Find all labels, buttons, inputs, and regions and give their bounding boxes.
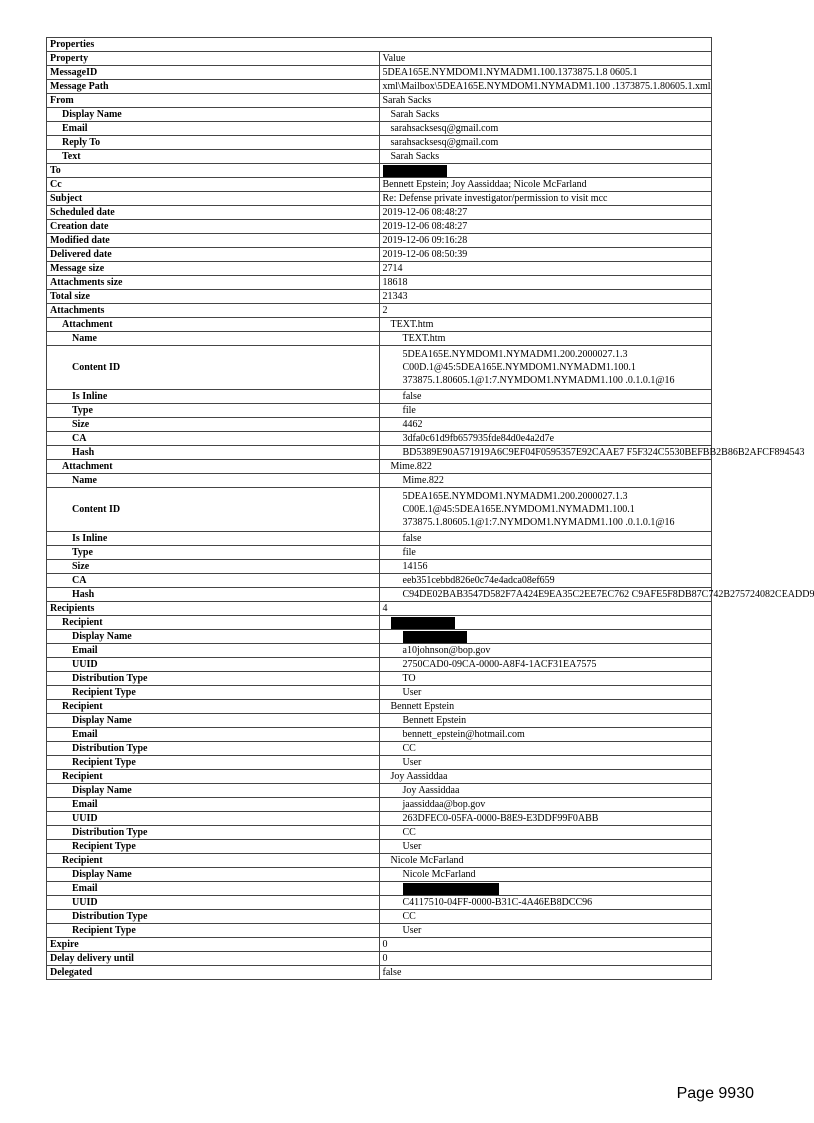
property-name: CA (47, 574, 380, 588)
table-row (47, 588, 712, 602)
property-value: Mime.822 (379, 474, 712, 488)
property-name: From (47, 94, 380, 108)
property-value: false (379, 532, 712, 546)
table-row (47, 108, 712, 122)
table-row (47, 206, 712, 220)
property-name: Delay delivery until (47, 952, 380, 966)
table-row (47, 602, 712, 616)
property-value: 21343 (379, 290, 712, 304)
table-row (47, 66, 712, 80)
table-row (47, 910, 712, 924)
table-row (47, 924, 712, 938)
property-value (379, 346, 712, 390)
page-number: Page 9930 (676, 1085, 754, 1102)
property-value (379, 882, 712, 896)
table-row (47, 532, 712, 546)
property-name: Hash (47, 588, 380, 602)
table-row (47, 686, 712, 700)
property-value: 3dfa0c61d9fb657935fde84d0e4a2d7e (379, 432, 712, 446)
property-name: Display Name (47, 868, 380, 882)
property-name: Attachment (47, 460, 380, 474)
table-row (47, 742, 712, 756)
table-header-row (47, 52, 712, 66)
property-name: Message Path (47, 80, 380, 94)
property-value: 4462 (379, 418, 712, 432)
property-value: User (379, 686, 712, 700)
content-id-line: 5DEA165E.NYMDOM1.NYMADM1.200.2000027.1.3 (402, 349, 628, 360)
property-value: 5DEA165E.NYMDOM1.NYMADM1.100.1373875.1.8 0605.1 (379, 66, 712, 80)
content-id-line: C00D.1@45:5DEA165E.NYMDOM1.NYMADM1.100.1 (402, 362, 636, 373)
table-row (47, 290, 712, 304)
table-row (47, 276, 712, 290)
property-value: false (379, 390, 712, 404)
property-name: Recipient Type (47, 924, 380, 938)
redaction-bar (383, 165, 447, 177)
property-value (379, 488, 712, 532)
table-row (47, 346, 712, 390)
property-value: 2019-12-06 08:48:27 (379, 206, 712, 220)
content-id-line: 373875.1.80605.1@1:7.NYMDOM1.NYMADM1.100 .0.1.0.1@16 (402, 517, 675, 528)
property-name: Type (47, 546, 380, 560)
content-id-line: C00E.1@45:5DEA165E.NYMDOM1.NYMADM1.100.1 (402, 504, 635, 515)
property-name: Recipient (47, 770, 380, 784)
property-name: CA (47, 432, 380, 446)
property-name: Recipient Type (47, 756, 380, 770)
property-name: Attachments size (47, 276, 380, 290)
table-row (47, 234, 712, 248)
property-value: 2019-12-06 08:48:27 (379, 220, 712, 234)
property-name: Property (47, 52, 380, 66)
property-name: Content ID (47, 488, 380, 532)
property-value: Bennett Epstein (379, 714, 712, 728)
content-id-line: 5DEA165E.NYMDOM1.NYMADM1.200.2000027.1.3 (402, 491, 628, 502)
table-row (47, 150, 712, 164)
property-value (379, 616, 712, 630)
property-value: CC (379, 742, 712, 756)
property-name: Type (47, 404, 380, 418)
property-value: CC (379, 910, 712, 924)
property-value: 14156 (379, 560, 712, 574)
property-name: Display Name (47, 630, 380, 644)
property-name: Display Name (47, 784, 380, 798)
property-value: sarahsacksesq@gmail.com (379, 122, 712, 136)
table-row (47, 938, 712, 952)
property-value: 2714 (379, 262, 712, 276)
property-name: UUID (47, 658, 380, 672)
property-value: Joy Aassiddaa (379, 770, 712, 784)
property-name: Recipient Type (47, 686, 380, 700)
property-name: Recipient (47, 854, 380, 868)
property-value: 4 (379, 602, 712, 616)
table-row (47, 644, 712, 658)
property-name: Distribution Type (47, 910, 380, 924)
property-value: TEXT.htm (379, 332, 712, 346)
property-name: Email (47, 798, 380, 812)
table-row (47, 80, 712, 94)
table-row (47, 460, 712, 474)
property-name: Creation date (47, 220, 380, 234)
property-value: Mime.822 (379, 460, 712, 474)
table-row (47, 784, 712, 798)
property-name: Attachment (47, 318, 380, 332)
property-value: file (379, 404, 712, 418)
property-value: 0 (379, 952, 712, 966)
property-value: CC (379, 826, 712, 840)
property-name: UUID (47, 896, 380, 910)
table-row (47, 868, 712, 882)
property-value (379, 630, 712, 644)
property-name: Reply To (47, 136, 380, 150)
property-value: 2019-12-06 09:16:28 (379, 234, 712, 248)
property-name: Distribution Type (47, 826, 380, 840)
table-row (47, 332, 712, 346)
table-row (47, 178, 712, 192)
property-value: false (379, 966, 712, 980)
property-name: Subject (47, 192, 380, 206)
property-name: Size (47, 418, 380, 432)
property-value: 2019-12-06 08:50:39 (379, 248, 712, 262)
table-row (47, 248, 712, 262)
property-value: TEXT.htm (379, 318, 712, 332)
redaction-bar (403, 883, 499, 895)
property-value: Nicole McFarland (379, 854, 712, 868)
property-value: bennett_epstein@hotmail.com (379, 728, 712, 742)
property-value: BD5389E90A571919A6C9EF04F0595357E92CAAE7 F5F324C5530BEFBB2B86B2AFCF894543 (379, 446, 712, 460)
table-row (47, 560, 712, 574)
table-row (47, 826, 712, 840)
property-value: 0 (379, 938, 712, 952)
property-value: eeb351cebbd826e0c74e4adca08ef659 (379, 574, 712, 588)
property-value: Bennett Epstein; Joy Aassiddaa; Nicole McFarland (379, 178, 712, 192)
table-row (47, 798, 712, 812)
property-value: 263DFEC0-05FA-0000-B8E9-E3DDF99F0ABB (379, 812, 712, 826)
table-row (47, 728, 712, 742)
table-row (47, 854, 712, 868)
table-row (47, 94, 712, 108)
property-name: Content ID (47, 346, 380, 390)
property-value: Bennett Epstein (379, 700, 712, 714)
table-row (47, 418, 712, 432)
property-name: Total size (47, 290, 380, 304)
property-name: MessageID (47, 66, 380, 80)
property-name: Hash (47, 446, 380, 460)
table-row (47, 574, 712, 588)
table-row (47, 546, 712, 560)
property-value: jaassiddaa@bop.gov (379, 798, 712, 812)
table-row (47, 756, 712, 770)
property-value: User (379, 924, 712, 938)
property-value: C4117510-04FF-0000-B31C-4A46EB8DCC96 (379, 896, 712, 910)
table-row (47, 446, 712, 460)
property-name: Is Inline (47, 532, 380, 546)
property-name: Size (47, 560, 380, 574)
property-value: C94DE02BAB3547D582F7A424E9EA35C2EE7EC762 C9AFE5F8DB87C742B275724082CEADD9 (379, 588, 712, 602)
property-name: Email (47, 122, 380, 136)
table-row (47, 432, 712, 446)
table-title: Properties (47, 38, 712, 52)
property-value: file (379, 546, 712, 560)
table-row (47, 714, 712, 728)
property-name: Distribution Type (47, 672, 380, 686)
property-name: Cc (47, 178, 380, 192)
property-name: Distribution Type (47, 742, 380, 756)
properties-table-body (47, 38, 814, 980)
property-value: Nicole McFarland (379, 868, 712, 882)
property-name: Attachments (47, 304, 380, 318)
table-row (47, 672, 712, 686)
table-row (47, 122, 712, 136)
table-row (47, 304, 712, 318)
property-name: Delegated (47, 966, 380, 980)
property-name: Name (47, 474, 380, 488)
table-row (47, 658, 712, 672)
property-name: Is Inline (47, 390, 380, 404)
table-title-row (47, 38, 712, 52)
table-row (47, 840, 712, 854)
redaction-bar (403, 631, 467, 643)
property-value: 2 (379, 304, 712, 318)
property-value: Sarah Sacks (379, 94, 712, 108)
table-row (47, 896, 712, 910)
table-row (47, 812, 712, 826)
property-value (379, 164, 712, 178)
table-row (47, 952, 712, 966)
property-value: sarahsacksesq@gmail.com (379, 136, 712, 150)
table-row (47, 404, 712, 418)
property-value: User (379, 840, 712, 854)
property-name: Name (47, 332, 380, 346)
table-row (47, 700, 712, 714)
property-name: Recipient (47, 616, 380, 630)
property-name: Delivered date (47, 248, 380, 262)
table-row (47, 966, 712, 980)
property-name: Recipient Type (47, 840, 380, 854)
table-row (47, 136, 712, 150)
property-name: Scheduled date (47, 206, 380, 220)
content-id-line: 373875.1.80605.1@1:7.NYMDOM1.NYMADM1.100 .0.1.0.1@16 (402, 375, 675, 386)
property-name: Display Name (47, 108, 380, 122)
property-name: Recipients (47, 602, 380, 616)
property-name: Message size (47, 262, 380, 276)
property-value: Sarah Sacks (379, 150, 712, 164)
table-row (47, 630, 712, 644)
table-row (47, 164, 712, 178)
property-value: a10johnson@bop.gov (379, 644, 712, 658)
property-name: Email (47, 882, 380, 896)
properties-table (46, 37, 814, 980)
table-row (47, 192, 712, 206)
table-row (47, 616, 712, 630)
table-row (47, 488, 712, 532)
property-value: TO (379, 672, 712, 686)
redaction-bar (391, 617, 455, 629)
property-name: Email (47, 644, 380, 658)
property-value: User (379, 756, 712, 770)
property-value: xml\Mailbox\5DEA165E.NYMDOM1.NYMADM1.100 .1373875.1.80605.1.xml (379, 80, 712, 94)
table-row (47, 262, 712, 276)
property-name: Modified date (47, 234, 380, 248)
property-value: Joy Aassiddaa (379, 784, 712, 798)
table-row (47, 220, 712, 234)
property-value: Re: Defense private investigator/permission to visit mcc (379, 192, 712, 206)
table-row (47, 390, 712, 404)
property-value: Sarah Sacks (379, 108, 712, 122)
property-value: 2750CAD0-09CA-0000-A8F4-1ACF31EA7575 (379, 658, 712, 672)
property-name: Email (47, 728, 380, 742)
property-name: To (47, 164, 380, 178)
property-name: UUID (47, 812, 380, 826)
property-name: Recipient (47, 700, 380, 714)
property-value: Value (379, 52, 712, 66)
table-row (47, 474, 712, 488)
property-name: Display Name (47, 714, 380, 728)
property-value: 18618 (379, 276, 712, 290)
property-name: Expire (47, 938, 380, 952)
table-row (47, 882, 712, 896)
table-row (47, 318, 712, 332)
table-row (47, 770, 712, 784)
property-name: Text (47, 150, 380, 164)
